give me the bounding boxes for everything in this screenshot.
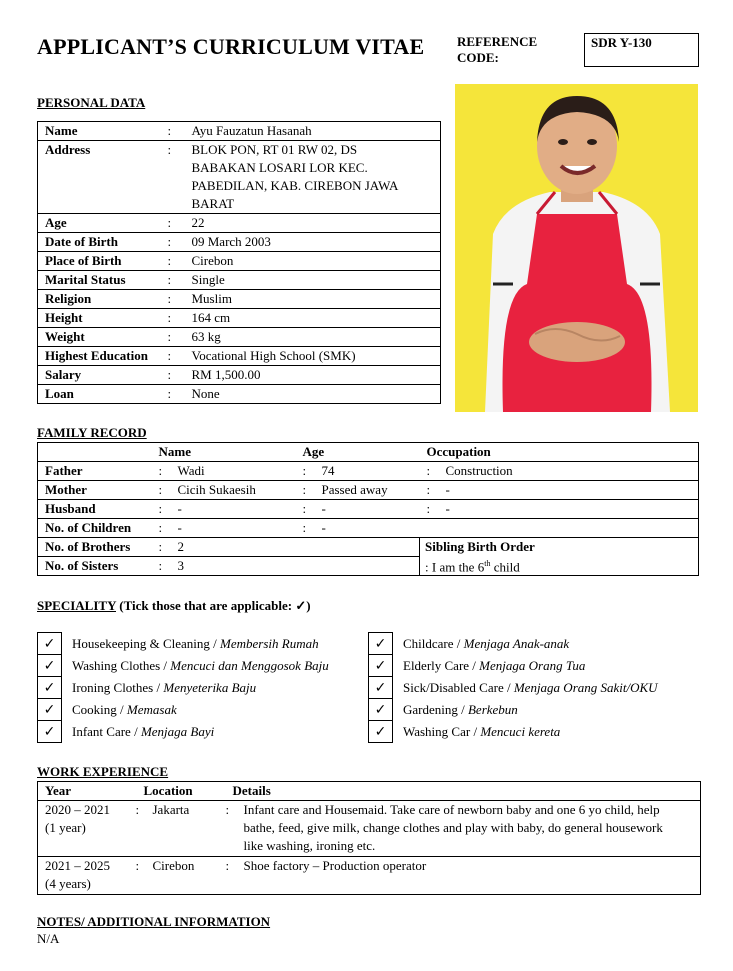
colon: : <box>302 463 307 478</box>
personal-data-colon: : <box>168 141 185 214</box>
work-location: Cirebon <box>152 858 195 873</box>
personal-data-value: 09 March 2003 <box>185 233 441 252</box>
checkbox-tick-icon[interactable]: ✓ <box>37 632 62 655</box>
speciality-label-ms: Menyeterika Baju <box>163 680 257 695</box>
family-row <box>38 500 699 519</box>
notes-heading: NOTES/ ADDITIONAL INFORMATION <box>37 914 271 929</box>
speciality-label-en: Elderly Care / <box>403 658 480 673</box>
family-occupation-cell <box>420 500 699 519</box>
family-row <box>38 519 699 538</box>
family-header-age: Age <box>296 443 420 462</box>
work-location-cell <box>136 801 226 857</box>
applicant-photo-illustration <box>455 84 698 412</box>
work-details-cell <box>226 857 701 895</box>
checkbox-tick-icon[interactable]: ✓ <box>37 654 62 677</box>
speciality-label-ms: Memasak <box>126 702 177 717</box>
speciality-item <box>37 677 329 699</box>
family-age-value: Passed away <box>321 482 388 497</box>
reference-code-box: SDR Y-130 <box>584 33 699 67</box>
work-experience-heading: WORK EXPERIENCE <box>37 764 169 779</box>
colon: : <box>302 482 307 497</box>
personal-data-row <box>38 366 441 385</box>
family-occupation-value: - <box>445 501 450 516</box>
speciality-item <box>368 677 658 699</box>
speciality-label-ms: Berkebun <box>467 702 518 717</box>
family-row <box>38 462 699 481</box>
personal-data-colon: : <box>168 233 185 252</box>
personal-data-row <box>38 271 441 290</box>
personal-data-row <box>38 309 441 328</box>
speciality-item <box>368 633 658 655</box>
speciality-label <box>403 658 585 674</box>
family-name-cell <box>152 481 296 500</box>
colon: : <box>302 520 307 535</box>
family-name-value: - <box>177 501 182 516</box>
work-details-cell <box>226 801 701 857</box>
speciality-label-ms: Menjaga Bayi <box>140 724 215 739</box>
family-occupation-value: Construction <box>445 463 513 478</box>
family-age-value: - <box>321 520 326 535</box>
personal-data-colon: : <box>168 385 185 404</box>
personal-data-colon: : <box>168 214 185 233</box>
colon: : <box>135 802 140 817</box>
speciality-label-ms: Menjaga Orang Sakit/OKU <box>513 680 658 695</box>
personal-data-label: Weight <box>38 328 168 347</box>
personal-data-value: None <box>185 385 441 404</box>
work-details-wrap <box>226 857 681 875</box>
checkbox-tick-icon[interactable]: ✓ <box>37 720 62 743</box>
reference-code-label: REFERENCE CODE: <box>457 34 538 65</box>
personal-data-row <box>38 233 441 252</box>
family-member-label: Mother <box>38 481 152 500</box>
speciality-label-ms: Menjaga Anak-anak <box>463 636 570 651</box>
colon: : <box>158 463 163 478</box>
personal-data-label: Highest Education <box>38 347 168 366</box>
family-record-heading: FAMILY RECORD <box>37 425 147 440</box>
speciality-list-left <box>37 633 329 743</box>
sisters-label: No. of Sisters <box>38 557 152 576</box>
checkbox-tick-icon[interactable]: ✓ <box>368 720 393 743</box>
family-member-label: Father <box>38 462 152 481</box>
family-occupation-cell <box>420 462 699 481</box>
family-name-cell <box>152 519 296 538</box>
family-member-label: No. of Children <box>38 519 152 538</box>
speciality-label-en: Infant Care / <box>72 724 141 739</box>
brothers-value: : 2 <box>152 538 420 557</box>
personal-data-row <box>38 122 441 141</box>
personal-data-row <box>38 385 441 404</box>
work-year-cell <box>38 801 136 857</box>
speciality-label <box>403 702 518 718</box>
work-year-cell <box>38 857 136 895</box>
checkbox-tick-icon[interactable]: ✓ <box>37 676 62 699</box>
speciality-label <box>403 636 569 652</box>
personal-data-colon: : <box>168 366 185 385</box>
speciality-label-ms: Mencuci kereta <box>480 724 561 739</box>
personal-data-label: Place of Birth <box>38 252 168 271</box>
speciality-item <box>368 699 658 721</box>
family-age-value: 74 <box>321 463 335 478</box>
work-location-cell <box>136 857 226 895</box>
speciality-label-ms: Membersih Rumah <box>220 636 319 651</box>
personal-data-value: Cirebon <box>185 252 441 271</box>
personal-data-value: Muslim <box>185 290 441 309</box>
colon: : <box>302 501 307 516</box>
brothers-label: No. of Brothers <box>38 538 152 557</box>
personal-data-label: Religion <box>38 290 168 309</box>
family-occupation-cell <box>420 519 699 538</box>
speciality-label-ms: Menjaga Orang Tua <box>479 658 586 673</box>
colon: : <box>158 482 163 497</box>
family-age-value: - <box>321 501 326 516</box>
family-name-value: Cicih Sukaesih <box>177 482 256 497</box>
work-details: Shoe factory – Production operator <box>243 858 427 873</box>
speciality-label-en: Washing Clothes / <box>72 658 171 673</box>
speciality-label-en: Sick/Disabled Care / <box>403 680 514 695</box>
work-details-wrap <box>226 801 681 855</box>
personal-data-value: RM 1,500.00 <box>185 366 441 385</box>
personal-data-value: Ayu Fauzatun Hasanah <box>185 122 441 141</box>
family-name-cell <box>152 462 296 481</box>
family-occupation-value: - <box>445 482 450 497</box>
speciality-label <box>72 658 329 674</box>
personal-data-colon: : <box>168 347 185 366</box>
colon: : <box>426 463 431 478</box>
speciality-heading: SPECIALITY (Tick those that are applicable: ✓) <box>37 598 311 613</box>
personal-data-label: Height <box>38 309 168 328</box>
work-details: Infant care and Housemaid. Take care of newborn baby and one 6 yo child, help bathe, feed, give milk, change clothes and play with baby, do general housework like washing, ironing etc. <box>243 802 663 853</box>
family-name-cell <box>152 500 296 519</box>
colon: : <box>426 501 431 516</box>
personal-data-colon: : <box>168 122 185 141</box>
sisters-value: : 3 <box>152 557 420 576</box>
personal-data-value: 63 kg <box>185 328 441 347</box>
work-header-details: Details <box>226 782 701 801</box>
work-experience-table <box>37 781 701 895</box>
work-year: 2020 – 2021 <box>45 802 110 817</box>
work-duration: (4 years) <box>45 876 91 891</box>
speciality-label <box>403 680 658 696</box>
speciality-item <box>368 655 658 677</box>
personal-data-colon: : <box>168 328 185 347</box>
personal-data-value: Single <box>185 271 441 290</box>
speciality-label <box>72 636 319 652</box>
personal-data-label: Date of Birth <box>38 233 168 252</box>
personal-data-row <box>38 347 441 366</box>
checkbox-tick-icon[interactable]: ✓ <box>368 698 393 721</box>
colon: : <box>158 501 163 516</box>
speciality-list-right <box>368 633 658 743</box>
family-row <box>38 481 699 500</box>
personal-data-row <box>38 214 441 233</box>
personal-data-value: 164 cm <box>185 309 441 328</box>
colon: : <box>225 802 230 817</box>
personal-data-label: Loan <box>38 385 168 404</box>
personal-data-label: Name <box>38 122 168 141</box>
speciality-label-en: Cooking / <box>72 702 127 717</box>
personal-data-label: Salary <box>38 366 168 385</box>
speciality-item <box>37 633 329 655</box>
family-record-table <box>37 442 699 576</box>
work-header-year: Year <box>38 782 136 801</box>
personal-data-value: BLOK PON, RT 01 RW 02, DS BABAKAN LOSARI LOR KEC. PABEDILAN, KAB. CIREBON JAWA BARAT <box>185 141 441 214</box>
work-year: 2021 – 2025 <box>45 858 110 873</box>
speciality-label-en: Gardening / <box>403 702 468 717</box>
family-age-cell <box>296 500 420 519</box>
personal-data-label: Age <box>38 214 168 233</box>
personal-data-colon: : <box>168 309 185 328</box>
personal-data-colon: : <box>168 252 185 271</box>
family-name-value: Wadi <box>177 463 205 478</box>
family-header-occupation: Occupation <box>420 443 699 462</box>
colon: : <box>135 858 140 873</box>
personal-data-value: 22 <box>185 214 441 233</box>
page-title: APPLICANT’S CURRICULUM VITAE <box>37 34 425 59</box>
work-location: Jakarta <box>152 802 190 817</box>
checkbox-tick-icon[interactable]: ✓ <box>368 654 393 677</box>
speciality-label-en: Ironing Clothes / <box>72 680 164 695</box>
work-duration: (1 year) <box>45 820 86 835</box>
checkbox-tick-icon[interactable]: ✓ <box>37 698 62 721</box>
personal-data-row <box>38 290 441 309</box>
colon: : <box>225 858 230 873</box>
speciality-label-en: Housekeeping & Cleaning / <box>72 636 221 651</box>
personal-data-heading: PERSONAL DATA <box>37 95 146 110</box>
personal-data-row <box>38 252 441 271</box>
notes-value: N/A <box>37 931 60 946</box>
family-age-cell <box>296 519 420 538</box>
speciality-label <box>72 680 256 696</box>
personal-data-table <box>37 121 441 404</box>
work-row <box>38 801 701 857</box>
speciality-label <box>72 702 177 718</box>
work-header-location: Location <box>136 782 226 801</box>
checkbox-tick-icon[interactable]: ✓ <box>368 676 393 699</box>
speciality-item <box>37 721 329 743</box>
personal-data-row <box>38 141 441 214</box>
speciality-item <box>37 699 329 721</box>
speciality-item <box>37 655 329 677</box>
personal-data-colon: : <box>168 290 185 309</box>
speciality-label-ms: Mencuci dan Menggosok Baju <box>170 658 329 673</box>
personal-data-row <box>38 328 441 347</box>
personal-data-label: Marital Status <box>38 271 168 290</box>
speciality-label-en: Washing Car / <box>403 724 481 739</box>
family-age-cell <box>296 481 420 500</box>
colon: : <box>426 482 431 497</box>
colon: : <box>158 520 163 535</box>
family-member-label: Husband <box>38 500 152 519</box>
family-header-name: Name <box>152 443 296 462</box>
speciality-item <box>368 721 658 743</box>
personal-data-label: Address <box>38 141 168 214</box>
speciality-label <box>72 724 214 740</box>
family-occupation-cell <box>420 481 699 500</box>
family-age-cell <box>296 462 420 481</box>
work-row <box>38 857 701 895</box>
personal-data-colon: : <box>168 271 185 290</box>
applicant-photo <box>455 84 698 412</box>
sibling-birth-order: Sibling Birth Order : I am the 6th child <box>420 538 699 576</box>
checkbox-tick-icon[interactable]: ✓ <box>368 632 393 655</box>
personal-data-value: Vocational High School (SMK) <box>185 347 441 366</box>
family-name-value: - <box>177 520 182 535</box>
speciality-label <box>403 724 560 740</box>
speciality-label-en: Childcare / <box>403 636 464 651</box>
